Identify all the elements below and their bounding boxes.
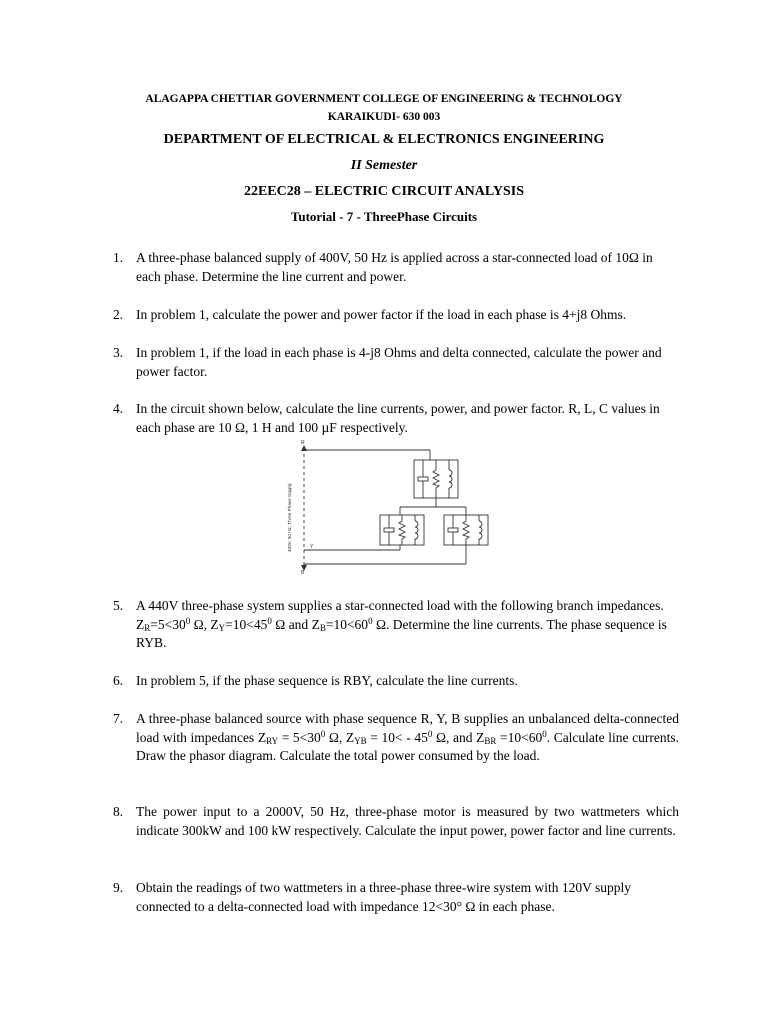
inductor-icon <box>415 521 418 539</box>
college-name: ALAGAPPA CHETTIAR GOVERNMENT COLLEGE OF ENGINEERING & TECHNOLOGY <box>145 93 623 105</box>
question-7 <box>113 710 679 766</box>
question-text: A three-phase balanced source with phase sequence R, Y, B supplies an unbalanced delta-connected load with impedances $Z_{RY} = 5<30^0$ Ω, $Z_{YB} = 10< - 45^0$ Ω, and $Z_{BR} =10<60^0$. Calculate line currents. Draw the phasor diagram. Calculate the total power consumed by the load. <box>136 711 679 763</box>
question-3 <box>113 344 679 381</box>
question-text: In problem 1, if the load in each phase is 4-j8 Ohms and delta connected, calculate the power and power factor. <box>136 345 662 379</box>
capacitor-icon <box>384 528 394 532</box>
terminal-r-label: R <box>301 440 305 446</box>
question-text: A 440V three-phase system supplies a star-connected load with the following branch impedances. $Z_R=5<30^0$ Ω, $Z_Y=10<45^0$ Ω and $Z_B=10<60^0$ Ω. Determine the line currents. The phase sequence is RYB. <box>136 598 667 650</box>
question-5 <box>113 597 679 653</box>
question-number: 7. <box>113 711 124 726</box>
question-text: Obtain the readings of two wattmeters in a three-phase three-wire system with 120V supply connected to a delta-connected load with impedance 12<30° Ω in each phase. <box>136 880 631 914</box>
resistor-icon <box>433 470 439 488</box>
department-title: DEPARTMENT OF ELECTRICAL & ELECTRONICS ENGINEERING <box>163 132 605 147</box>
question-number: 1. <box>113 250 124 265</box>
resistor-icon <box>463 521 469 539</box>
question-text: In problem 1, calculate the power and power factor if the load in each phase is 4+j8 Ohms. <box>136 307 627 322</box>
capacitor-icon <box>418 477 428 481</box>
three-phase-load-circuit-diagram <box>280 440 490 575</box>
semester-label: II Semester <box>350 158 418 173</box>
terminal-b-label: B <box>301 570 305 575</box>
question-text: In the circuit shown below, calculate the line currents, power, and power factor. R, L, C values in each phase are 10 Ω, 1 H and 100 µF respectively. <box>136 401 660 435</box>
question-8 <box>113 803 679 840</box>
inductor-icon <box>449 470 452 488</box>
question-9 <box>113 879 679 916</box>
question-1 <box>113 249 679 286</box>
question-number: 2. <box>113 307 124 322</box>
question-6 <box>113 672 679 691</box>
college-address: KARAIKUDI- 630 003 <box>327 111 441 123</box>
resistor-icon <box>399 521 405 539</box>
question-text: A three-phase balanced supply of 400V, 50 Hz is applied across a star-connected load of 10Ω in each phase. Determine the line current and power. <box>136 250 653 284</box>
course-title: 22EEC28 – ELECTRIC CIRCUIT ANALYSIS <box>243 184 525 199</box>
terminal-y-label: Y <box>310 544 314 550</box>
question-4 <box>113 400 679 437</box>
question-text: The power input to a 2000V, 50 Hz, three-phase motor is measured by two wattmeters which indicate 300kW and 100 kW respectively. Calculate the input power, power factor and line currents. <box>136 804 679 838</box>
question-number: 6. <box>113 673 124 688</box>
question-number: 3. <box>113 345 124 360</box>
question-text: In problem 5, if the phase sequence is RBY, calculate the line currents. <box>136 673 518 688</box>
capacitor-icon <box>448 528 458 532</box>
question-number: 8. <box>113 804 124 819</box>
supply-label: 400V, 50 Hz, Three Phase Supply <box>287 483 292 552</box>
question-2 <box>113 306 679 325</box>
inductor-icon <box>479 521 482 539</box>
question-number: 9. <box>113 880 124 895</box>
question-number: 4. <box>113 401 124 416</box>
question-number: 5. <box>113 598 124 613</box>
tutorial-title: Tutorial - 7 - ThreePhase Circuits <box>290 209 478 224</box>
